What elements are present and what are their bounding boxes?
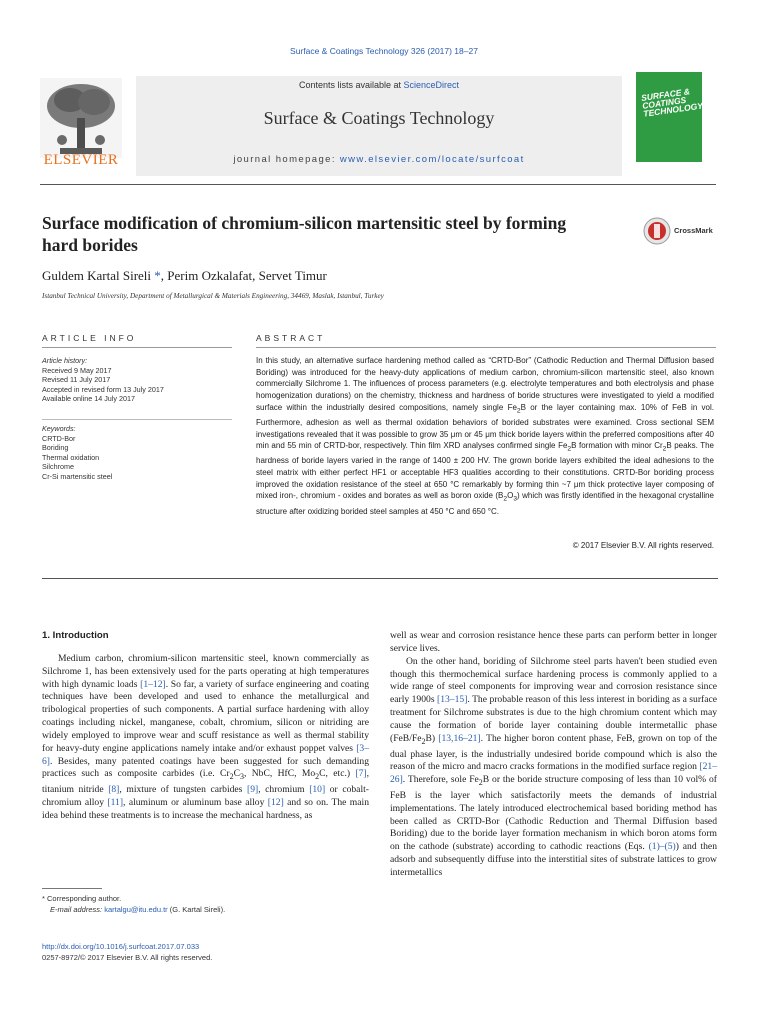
- citation-link[interactable]: [1–12]: [140, 678, 166, 690]
- masthead-center: [136, 76, 622, 176]
- citation-link[interactable]: [13,16–21]: [438, 732, 481, 744]
- publisher-name: ELSEVIER: [43, 152, 119, 168]
- abstract-bottom-divider: [42, 578, 718, 579]
- contents-prefix: Contents lists available at: [298, 80, 404, 90]
- keyword-item: Boriding: [42, 443, 69, 453]
- footnote-marker: *: [42, 894, 45, 903]
- abstract-copyright: © 2017 Elsevier B.V. All rights reserved.: [572, 541, 714, 550]
- masthead-divider: [40, 184, 716, 185]
- sciencedirect-link[interactable]: ScienceDirect: [403, 80, 460, 90]
- keyword-item: Cr-Si martensitic steel: [42, 471, 113, 481]
- body-column-right: [390, 630, 717, 880]
- citation-link[interactable]: [12]: [267, 797, 284, 809]
- author-list: [42, 268, 327, 284]
- journal-cover[interactable]: [636, 72, 702, 162]
- history-online: Available online 14 July 2017: [42, 394, 135, 404]
- keyword-item: Silchrome: [42, 462, 74, 472]
- masthead: [40, 70, 716, 180]
- article-title: Surface modification of chromium-silicon martensitic steel by forming hard borides: [42, 213, 567, 255]
- co-authors: , Perim Ozkalafat, Servet Timur: [160, 268, 327, 283]
- history-revised: Revised 11 July 2017: [42, 375, 111, 385]
- article-history: [42, 356, 232, 404]
- email-label: E-mail address:: [50, 905, 105, 914]
- keywords-label: Keywords:: [42, 424, 76, 433]
- abstract-text: In this study, an alternative surface hardening method called as “CRTD-Bor” (Cathodic Reduction and Thermal Diffusion based Boriding) was introduced for the heavy-duty applications of medium carbon, chromium-silicon martensitic steel, also known commercially Silchrome 1. The influences of process parameters (e.g. electrolyte temperatures and both electrolysis and phase homogenization durations) on the chemistry, thickness and hardness of boride structures were investigated to yield a modified surface within the industrially desired compositions, namely single $Fe_2B$ or the layer containing max. 10% of FeB in vol. Furthermore, adhesion as well as thermal oxidation behaviors of borided substrates were examined. Cross sectional SEM investigations revealed that it was possible to grow 35 μm or 45 μm thick boride layers within the preferred compositions after 40 min and 55 min of CRTD-bor, respectively. Thin film XRD analyses confirmed single $Fe_2B$ formation with minor $Cr_2B$ peaks. The hardness of boride layers varied in the range of 1400 ± 200 HV. The grown boride layers exhibited the ideal adhesions to the steel matrix with either perfect HF1 or acceptable HF3 qualities according to their constitutions. CRTD-Bor boriding process improved the oxidation resistance of the steel at 650 °C remarkably by forming thin ~7 μm thick protective layer composing of mixed iron-, chromium - oxides and borates as well as boron oxide $(B_2O_3)$ which was firstly identified in the hexagonal crystalline structure after oxidizing borided steel samples at 450 °C and 650 °C.: [256, 356, 714, 516]
- abstract-heading: ABSTRACT: [256, 333, 326, 343]
- homepage-link[interactable]: www.elsevier.com/locate/surfcoat: [339, 154, 525, 165]
- footnote-corresponding: Corresponding author.: [44, 894, 122, 903]
- journal-name: Surface & Coatings Technology: [263, 108, 495, 128]
- contents-line: [136, 80, 622, 90]
- citation-link[interactable]: [10]: [309, 784, 326, 796]
- cover-title: SURFACE & COATINGS TECHNOLOGY: [640, 86, 704, 119]
- citation-link[interactable]: [3–6]: [42, 742, 369, 767]
- citation-link[interactable]: [9]: [247, 784, 259, 796]
- doi-block: [42, 941, 212, 963]
- history-label: Article history:: [42, 356, 88, 365]
- intro-paragraph-1: Medium carbon, chromium-silicon martensitic steel, known commercially as Silchrome 1, has been extensively used for the parts operating at high temperatures with high dynamic loads [1–12]. So far, a variety of surface engineering and coating techniques have been developed and used to enhance the metallurgical and tribological properties of such components. A partial surface hardening with alloy coatings including nickel, manganese, cobalt, chromium, silicon or nitriding are widely employed to improve wear and scuff resistance as well as thermal stability for heavy-duty engine applications namely intake and/or exhaust poppet valves [3–6]. Besides, many patented coatings have been suggested for such demanding practices such as composite carbides (i.e. $Cr_2C_3$, NbC, HfC, $Mo_2C$, etc.) [7], titanium nitride [8], mixture of tungsten carbides [9], chromium [10] or cobalt-chromium alloy [11], aluminum or aluminum base alloy [12] and so on. The main idea behind these treatments is to increase the mechanical hardness, as: [42, 652, 370, 821]
- article-info-divider: [42, 347, 232, 348]
- author-1: Guldem Kartal Sireli: [42, 268, 155, 283]
- doi-link[interactable]: http://dx.doi.org/10.1016/j.surfcoat.2017.07.033: [42, 942, 200, 951]
- citation-link[interactable]: [8]: [108, 784, 120, 796]
- homepage-prefix: journal homepage:: [233, 154, 340, 165]
- corresponding-marker[interactable]: *: [154, 268, 161, 283]
- citation-link[interactable]: [21–26]: [390, 761, 717, 786]
- homepage-line: [136, 154, 622, 165]
- keywords-divider: [42, 419, 232, 420]
- email-suffix: (G. Kartal Sireli).: [167, 905, 226, 914]
- intro-paragraph-continued: well as wear and corrosion resistance hence these parts can perform better in longer service lives.: [390, 630, 717, 654]
- section-title-introduction: 1. Introduction: [42, 630, 109, 641]
- history-accepted: Accepted in revised form 13 July 2017: [42, 384, 164, 394]
- equation-link[interactable]: (1)–(5): [648, 841, 676, 853]
- citation-link[interactable]: [13–15]: [437, 694, 468, 706]
- intro-paragraph-2: On the other hand, boriding of Silchrome steel parts haven't been studied even though this thermochemical surface hardening process is commonly applied to a wide range of steel components for improving wear and corrosion resistance since early 1900s [13–15]. The probable reason of this less interest in boriding as a surface treatment for Silchrome substrates is due to the high chromium content which may cause the formation of boride layer containing double intermetallic phase $(FeB/Fe_2B)$ [13,16–21]. The higher boron content phase, FeB, grown on top of the dual phase layer, is the industrially undesired boride compound which is also the reason of the micro and macro cracks formations in the modified surface region [21–26]. Therefore, sole $Fe_2B$ or the boride structure composing of less than 10 vol% of FeB is the layer which satisfactorily meets the demands of industrial implementations. The lately introduced electrochemical based boriding method has been called as CRTD-Bor (Cathodic Reduction and Thermal Diffusion based Boriding) due to the boride layer formation mechanism in which boron atoms form on the cathode (substrate) according to cathodic reactions (Eqs. (1)–(5)) and then adsorb and subsequently diffuse into the interstitial sites of substrate lattices to grow intermetallics: [390, 655, 717, 878]
- footnote: [42, 893, 372, 915]
- article-info-heading: ARTICLE INFO: [42, 333, 137, 343]
- body-column-left: [42, 630, 369, 823]
- citation-link[interactable]: [7]: [355, 768, 367, 780]
- keywords: [42, 424, 232, 482]
- affiliation: Istanbul Technical University, Department of Metallurgical & Materials Engineering, 34469, Maslak, Istanbul, Turkey: [42, 292, 384, 300]
- keyword-item: Thermal oxidation: [42, 452, 100, 462]
- email-link[interactable]: kartalgu@itu.edu.tr: [104, 905, 168, 914]
- history-received: Received 9 May 2017: [42, 365, 112, 375]
- journal-reference[interactable]: Surface & Coatings Technology 326 (2017) 18–27: [290, 46, 478, 56]
- abstract-divider: [256, 347, 716, 348]
- issn-line: 0257-8972/© 2017 Elsevier B.V. All rights reserved.: [42, 953, 213, 962]
- keyword-item: CRTD-Bor: [42, 433, 76, 443]
- crossmark-label[interactable]: CrossMark: [674, 226, 713, 235]
- footnote-divider: [42, 888, 102, 889]
- citation-link[interactable]: [11]: [107, 797, 124, 809]
